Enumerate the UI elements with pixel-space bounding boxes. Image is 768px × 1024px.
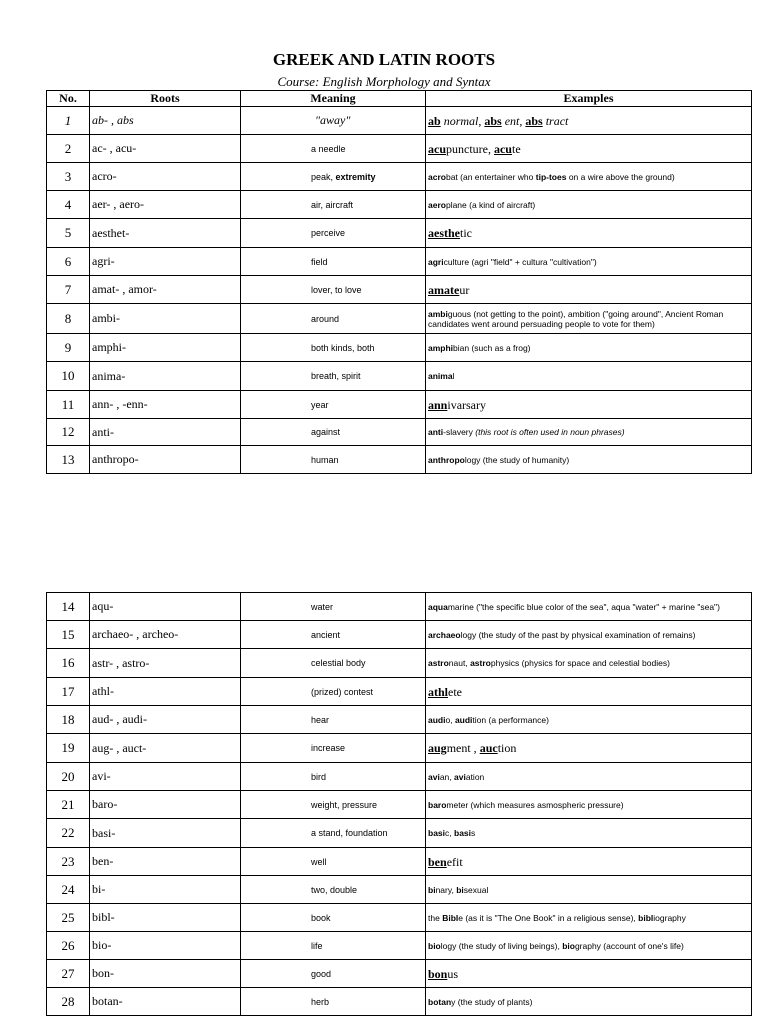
meaning-cell: breath, spirit: [241, 362, 426, 391]
examples-cell: [426, 219, 752, 248]
meaning-cell: against: [241, 419, 426, 446]
examples-cell: [426, 419, 752, 446]
example-fragment: auc: [479, 741, 498, 755]
example-fragment: physics (physics for space and celestial bodies): [490, 658, 670, 668]
example-fragment: acro: [428, 171, 446, 182]
examples-cell: [426, 304, 752, 334]
example-fragment: l: [452, 371, 455, 381]
row-number: 4: [47, 191, 90, 219]
row-number: 20: [47, 763, 90, 791]
example-fragment: ivarsary: [447, 397, 487, 412]
table-row: [47, 848, 752, 876]
example-fragment: anima: [428, 371, 453, 381]
table-row: [47, 391, 752, 419]
page-subtitle: Course: English Morphology and Syntax: [277, 74, 491, 89]
meaning-cell: book: [241, 904, 426, 932]
root-cell: bio-: [90, 932, 241, 960]
row-number: 18: [47, 706, 90, 734]
example-fragment: the: [428, 912, 443, 923]
row-number: 17: [47, 678, 90, 706]
row-number: 13: [47, 446, 90, 474]
example-fragment: meter (which measures asmospheric pressure): [446, 799, 624, 810]
example-fragment: aug: [428, 741, 447, 755]
example-fragment: efit: [446, 854, 463, 869]
roots-table-1-body: [47, 107, 752, 474]
table-row: [47, 107, 752, 135]
header-examples: Examples: [426, 91, 752, 107]
meaning-cell: human: [241, 446, 426, 474]
example-fragment: bi: [456, 884, 464, 895]
table-row: [47, 988, 752, 1016]
meaning-cell: bird: [241, 763, 426, 791]
root-cell: anthropo-: [90, 446, 241, 474]
meaning-cell: year: [241, 391, 426, 419]
table-row: [47, 904, 752, 932]
examples-cell: [426, 163, 752, 191]
meaning-cell: "away": [241, 107, 426, 135]
root-cell: aud- , audi-: [90, 706, 241, 734]
example-fragment: ent,: [501, 113, 526, 128]
roots-table-2: [46, 592, 752, 1016]
root-cell: anima-: [90, 362, 241, 391]
example-fragment: baro: [428, 799, 447, 810]
meaning-cell: perceive: [241, 219, 426, 248]
header-no: No.: [47, 91, 90, 107]
table-row: [47, 446, 752, 474]
examples-cell: [426, 988, 752, 1016]
examples-cell: [426, 932, 752, 960]
table-row: [47, 876, 752, 904]
example-fragment: aero: [428, 199, 446, 210]
example-fragment: puncture,: [446, 141, 494, 156]
table-row: [47, 276, 752, 304]
row-number: 2: [47, 135, 90, 163]
table-row: [47, 678, 752, 706]
example-fragment: bio: [428, 940, 441, 951]
row-number: 6: [47, 248, 90, 276]
example-fragment: bian (such as a frog): [453, 342, 531, 353]
table-row: [47, 163, 752, 191]
table-row: [47, 304, 752, 334]
examples-cell: [426, 791, 752, 819]
examples-cell: [426, 446, 752, 474]
examples-cell: [426, 362, 752, 391]
table-row: [47, 219, 752, 248]
example-fragment: basi: [454, 828, 472, 838]
header-roots: Roots: [90, 91, 241, 107]
examples-cell: [426, 848, 752, 876]
table-row: [47, 135, 752, 163]
meaning-cell: hear: [241, 706, 426, 734]
root-cell: ac- , acu-: [90, 135, 241, 163]
example-fragment: bio: [562, 940, 575, 951]
table-header-row: [47, 91, 752, 107]
meaning-cell: field: [241, 248, 426, 276]
table-row: [47, 419, 752, 446]
example-fragment: athl: [428, 684, 449, 699]
examples-cell: [426, 706, 752, 734]
examples-cell: [426, 621, 752, 649]
root-cell: ann- , -enn-: [90, 391, 241, 419]
table-row: [47, 334, 752, 362]
row-number: 24: [47, 876, 90, 904]
root-cell: basi-: [90, 819, 241, 848]
example-fragment: ambi: [428, 308, 448, 319]
example-fragment: an,: [439, 771, 455, 782]
examples-cell: [426, 876, 752, 904]
example-fragment: ment ,: [446, 741, 480, 755]
examples-cell: [426, 248, 752, 276]
root-cell: ambi-: [90, 304, 241, 334]
meaning-cell: (prized) contest: [241, 678, 426, 706]
root-cell: archaeo- , archeo-: [90, 621, 241, 649]
row-number: 9: [47, 334, 90, 362]
example-fragment: anti: [428, 427, 444, 437]
example-fragment: anthropo: [428, 454, 465, 465]
example-fragment: ete: [448, 684, 463, 699]
table-row: [47, 649, 752, 678]
row-number: 15: [47, 621, 90, 649]
examples-cell: [426, 763, 752, 791]
examples-cell: [426, 734, 752, 763]
table-row: [47, 791, 752, 819]
example-fragment: amate: [428, 282, 460, 297]
example-fragment: sexual: [463, 884, 489, 895]
row-number: 12: [47, 419, 90, 446]
table-row: [47, 819, 752, 848]
row-number: 10: [47, 362, 90, 391]
root-cell: bibl-: [90, 904, 241, 932]
example-fragment: archaeo: [428, 629, 461, 640]
meaning-cell: ancient: [241, 621, 426, 649]
example-fragment: audi: [428, 714, 446, 725]
table-row: [47, 621, 752, 649]
header-meaning: Meaning: [241, 91, 426, 107]
example-fragment: s: [471, 828, 476, 838]
example-fragment: e (as it is "The One Book" in a religious sense),: [458, 912, 639, 923]
row-number: 21: [47, 791, 90, 819]
example-fragment: graphy (account of one's life): [574, 940, 684, 951]
examples-cell: [426, 334, 752, 362]
row-number: 11: [47, 391, 90, 419]
root-cell: astr- , astro-: [90, 649, 241, 678]
root-cell: acro-: [90, 163, 241, 191]
example-fragment: astro: [428, 658, 449, 668]
row-number: 19: [47, 734, 90, 763]
examples-cell: [426, 960, 752, 988]
example-fragment: ation: [465, 771, 485, 782]
example-fragment: tic: [460, 226, 472, 240]
meaning-cell: herb: [241, 988, 426, 1016]
example-fragment: -slavery: [443, 427, 476, 437]
root-cell: ben-: [90, 848, 241, 876]
meaning-cell: celestial body: [241, 649, 426, 678]
examples-cell: [426, 904, 752, 932]
root-cell: anti-: [90, 419, 241, 446]
root-cell: athl-: [90, 678, 241, 706]
example-fragment: aesthe: [428, 226, 460, 240]
meaning-cell: life: [241, 932, 426, 960]
meaning-cell: good: [241, 960, 426, 988]
examples-cell: [426, 593, 752, 621]
example-fragment: bibl: [638, 912, 654, 923]
example-fragment: naut,: [448, 658, 471, 668]
example-fragment: bat (an entertainer who: [445, 171, 536, 182]
example-fragment: tion: [497, 741, 517, 755]
example-fragment: logy (the study of living beings),: [440, 940, 563, 951]
meaning-cell: well: [241, 848, 426, 876]
example-fragment: astro: [470, 658, 491, 668]
meaning-cell: a needle: [241, 135, 426, 163]
example-fragment: ur: [459, 282, 470, 297]
meaning-cell: a stand, foundation: [241, 819, 426, 848]
example-fragment: marine ("the specific blue color of the sea", aqua "water" + marine "sea"): [447, 601, 720, 612]
example-fragment: y (the study of plants): [451, 996, 533, 1007]
meaning-cell: both kinds, both: [241, 334, 426, 362]
example-fragment: ann: [428, 397, 448, 412]
meaning-cell: lover, to love: [241, 276, 426, 304]
root-cell: agri-: [90, 248, 241, 276]
row-number: 16: [47, 649, 90, 678]
row-number: 26: [47, 932, 90, 960]
examples-cell: [426, 135, 752, 163]
row-number: 3: [47, 163, 90, 191]
example-fragment: avi: [428, 771, 440, 782]
table-row: [47, 593, 752, 621]
root-cell: baro-: [90, 791, 241, 819]
table-row: [47, 763, 752, 791]
example-fragment: agri: [428, 256, 444, 267]
table-row: [47, 362, 752, 391]
example-fragment: aqua: [428, 601, 448, 612]
table-row: [47, 932, 752, 960]
meaning-cell: air, aircraft: [241, 191, 426, 219]
example-fragment: amphi: [428, 342, 454, 353]
examples-cell: [426, 107, 752, 135]
table-row: [47, 960, 752, 988]
meaning-cell: around: [241, 304, 426, 334]
root-cell: aer- , aero-: [90, 191, 241, 219]
example-fragment: bi: [428, 884, 436, 895]
example-fragment: avi: [454, 771, 466, 782]
row-number: 5: [47, 219, 90, 248]
example-fragment: iography: [653, 912, 686, 923]
example-fragment: bon: [428, 966, 448, 981]
example-fragment: audi: [454, 714, 473, 725]
example-fragment: ben: [428, 854, 447, 869]
example-fragment: botan: [428, 996, 452, 1007]
example-fragment: logy (the study of the past by physical examination of remains): [460, 629, 696, 640]
root-cell: aesthet-: [90, 219, 241, 248]
example-fragment: guous (not getting to the point), ambition ("going around", Ancient Roman candidates went around persuading people to vote for them): [428, 308, 724, 329]
row-number: 14: [47, 593, 90, 621]
table-row: [47, 706, 752, 734]
examples-cell: [426, 819, 752, 848]
example-fragment: acu: [493, 141, 512, 156]
example-fragment: te: [511, 141, 521, 156]
examples-cell: [426, 649, 752, 678]
meaning-cell: water: [241, 593, 426, 621]
row-number: 27: [47, 960, 90, 988]
example-fragment: culture (agri "field" + cultura "cultivation"): [443, 256, 597, 267]
example-fragment: abs: [525, 113, 543, 128]
example-fragment: normal,: [440, 113, 485, 128]
roots-table-2-body: [47, 593, 752, 1016]
table-row: [47, 248, 752, 276]
root-cell: aqu-: [90, 593, 241, 621]
root-cell: amat- , amor-: [90, 276, 241, 304]
roots-table-1: [46, 90, 752, 474]
meaning-cell: weight, pressure: [241, 791, 426, 819]
examples-cell: [426, 276, 752, 304]
example-fragment: logy (the study of humanity): [464, 454, 570, 465]
example-fragment: nary,: [435, 884, 457, 895]
table-row: [47, 734, 752, 763]
meaning-cell: increase: [241, 734, 426, 763]
root-cell: amphi-: [90, 334, 241, 362]
row-number: 25: [47, 904, 90, 932]
meaning-cell: peak, extremity: [241, 163, 426, 191]
root-cell: avi-: [90, 763, 241, 791]
example-fragment: tion (a performance): [472, 714, 549, 725]
row-number: 22: [47, 819, 90, 848]
meaning-cell: two, double: [241, 876, 426, 904]
row-number: 23: [47, 848, 90, 876]
example-fragment: basi: [428, 828, 446, 838]
example-fragment: o,: [445, 714, 455, 725]
root-cell: bi-: [90, 876, 241, 904]
example-fragment: on a wire above the ground): [566, 171, 675, 182]
table-row: [47, 191, 752, 219]
example-fragment: plane (a kind of aircraft): [445, 199, 536, 210]
root-cell: aug- , auct-: [90, 734, 241, 763]
example-fragment: acu: [428, 141, 446, 156]
examples-cell: [426, 391, 752, 419]
examples-cell: [426, 191, 752, 219]
root-cell: ab- , abs: [90, 107, 241, 135]
example-fragment: us: [447, 966, 459, 981]
example-fragment: tract: [542, 113, 569, 128]
example-fragment: tip-toes: [535, 171, 567, 182]
examples-cell: [426, 678, 752, 706]
example-fragment: c,: [445, 828, 454, 838]
row-number: 7: [47, 276, 90, 304]
example-fragment: (this root is often used in noun phrases): [475, 427, 625, 437]
row-number: 28: [47, 988, 90, 1016]
page-title: GREEK AND LATIN ROOTS: [272, 50, 496, 69]
example-fragment: Bibl: [442, 912, 459, 923]
row-number: 1: [47, 107, 90, 135]
root-cell: botan-: [90, 988, 241, 1016]
root-cell: bon-: [90, 960, 241, 988]
example-fragment: abs: [484, 113, 502, 128]
example-fragment: ab: [428, 113, 441, 128]
row-number: 8: [47, 304, 90, 334]
